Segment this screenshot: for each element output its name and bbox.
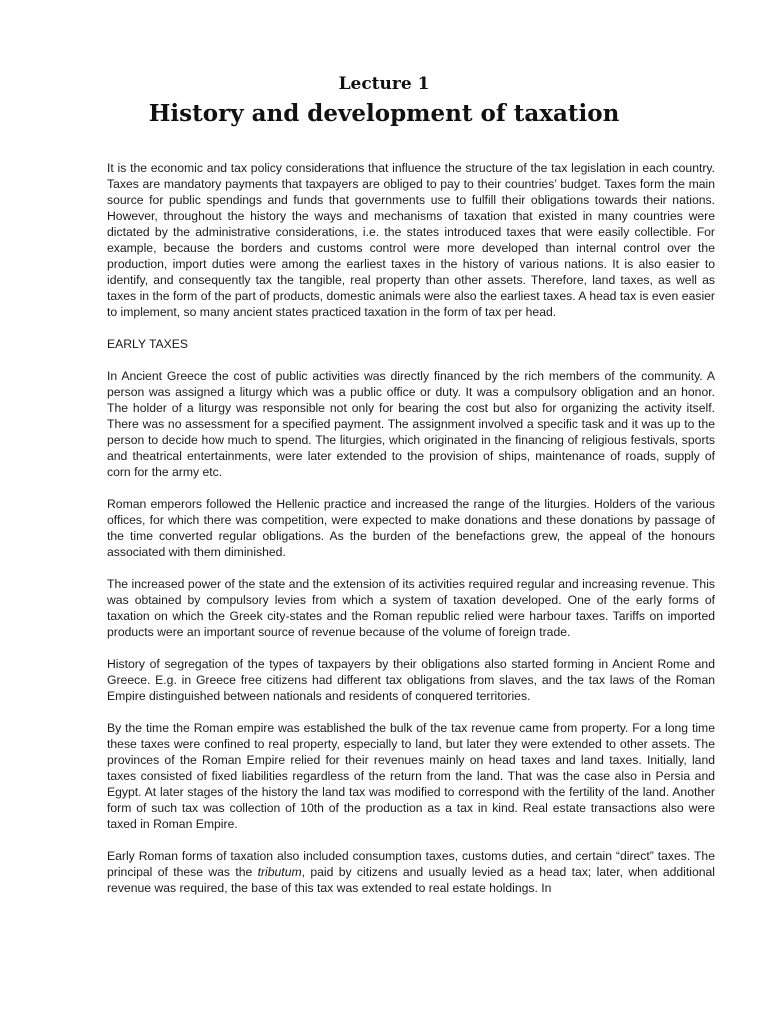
paragraph-roman-property: By the time the Roman empire was established the bulk of the tax revenue came from property. For a long time these taxes were confined to real property, especially to land, but later they were extended to other assets. The provinces of the Roman Empire relied for their revenues mainly on head taxes and land taxes. Initially, land taxes consisted of fixed liabilities regardless of the return from the land. That was the case also in Persia and Egypt. At later stages of the history the land tax was modified to correspond with the fertility of the land. Another form of such tax was collection of 10th of the production as a tax in kind. Real estate transactions also were taxed in Roman Empire.: [107, 721, 715, 831]
page-title: History and development of taxation: [148, 100, 620, 127]
italic-term: tributum: [257, 865, 302, 879]
paragraph-text: Early Roman forms of taxation also included consumption taxes, customs duties, and certain “direct” taxes. The principal of these was the: [107, 849, 715, 879]
section-heading: EARLY TAXES: [107, 337, 189, 351]
paragraph-intro: It is the economic and tax policy considerations that influence the structure of the tax legislation in each country. Taxes are mandatory payments that taxpayers are obliged to pay to their countries’ budget. Taxes form the main source for public spendings and funds that governments use to fulfill their obligations towards their nations. However, throughout the history the ways and mechanisms of taxation that existed in many countries were dictated by the administrative considerations, i.e. the states introduced taxes that were easily collectible. For example, because the borders and customs control were more developed than internal control over the production, import duties were among the earliest taxes in the history of various nations. It is also easier to identify, and consequently tax the tangible, real property than other assets. Therefore, land taxes, as well as taxes in the form of the part of products, domestic animals were also the earliest taxes. A head tax is even easier to implement, so many ancient states practiced taxation in the form of tax per head.: [107, 161, 715, 319]
document-body: [107, 160, 715, 896]
paragraph-text: , paid by citizens and usually levied as a head tax; later, when additional revenue was required, the base of this tax was extended to real estate holdings. In: [107, 865, 715, 895]
lecture-label: Lecture 1: [338, 74, 430, 94]
paragraph-early-roman-forms: [107, 848, 715, 896]
paragraph-taxpayer-segregation: History of segregation of the types of taxpayers by their obligations also started forming in Ancient Rome and Greece. E.g. in Greece free citizens had different tax obligations from slaves, and the tax laws of the Roman Empire distinguished between nationals and residents of conquered territories.: [107, 657, 715, 703]
paragraph-ancient-greece: In Ancient Greece the cost of public activities was directly financed by the rich members of the community. A person was assigned a liturgy which was a public office or duty. It was a compulsory obligation and an honor. The holder of a liturgy was responsible not only for bearing the cost but also for organizing the activity itself. There was no assessment for a specified payment. The assignment involved a specific task and it was up to the person to decide how much to spend. The liturgies, which originated in the financing of religious festivals, sports and theatrical entertainments, were later extended to the provision of ships, maintenance of roads, supply of corn for the army etc.: [107, 369, 715, 479]
paragraph-roman-emperors: Roman emperors followed the Hellenic practice and increased the range of the liturgies. Holders of the various offices, for which there was competition, were expected to make donations and these donations by passage of the time converted regular obligations. As the burden of the benefactions grew, the appeal of the honours associated with them diminished.: [107, 497, 715, 559]
paragraph-state-power: The increased power of the state and the extension of its activities required regular and increasing revenue. This was obtained by compulsory levies from which a system of taxation developed. One of the early forms of taxation on which the Greek city-states and the Roman republic relied were harbour taxes. Tariffs on imported products were an important source of revenue because of the volume of foreign trade.: [107, 577, 715, 639]
